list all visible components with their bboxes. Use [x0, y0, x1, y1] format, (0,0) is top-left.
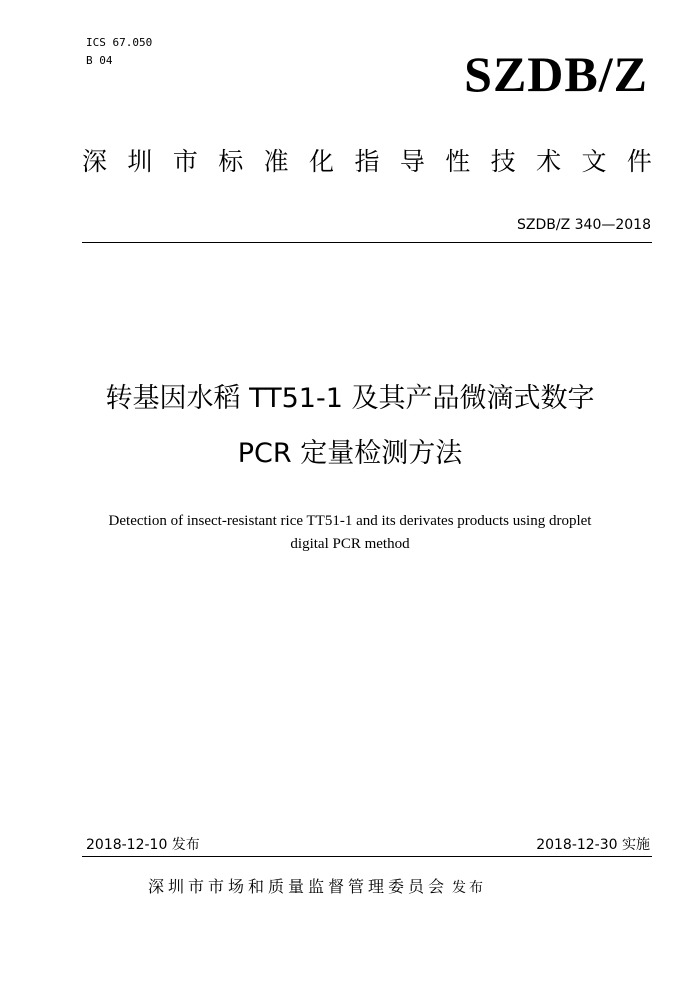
title-english-line-1: Detection of insect-resistant rice TT51-1 and its derivates products using droplet [108, 513, 592, 529]
issue-date: 2018-12-10 发布 [86, 837, 200, 853]
ccs-code: B 04 [86, 54, 113, 67]
doc-type-char: 市 [172, 147, 198, 176]
doc-type-char: 导 [399, 147, 425, 176]
standard-brand-mark: SZDB/Z [464, 46, 648, 102]
doc-type-char: 化 [309, 147, 335, 176]
document-number: SZDB/Z 340—2018 [517, 217, 651, 233]
doc-type-char: 件 [626, 147, 652, 176]
doc-type-char: 圳 [127, 147, 153, 176]
doc-type-char: 标 [218, 147, 244, 176]
bottom-divider [82, 856, 652, 857]
doc-type-char: 指 [354, 147, 380, 176]
top-divider [82, 242, 652, 243]
document-type-heading [82, 145, 652, 179]
doc-type-char: 技 [490, 147, 516, 176]
implementation-date: 2018-12-30 实施 [536, 837, 650, 853]
issued-label: 发布 [452, 880, 487, 896]
doc-type-char: 文 [581, 147, 607, 176]
doc-type-char: 准 [263, 147, 289, 176]
doc-type-char: 深 [82, 147, 108, 176]
issuing-authority: 深圳市市场和质量监督管理委员会 [148, 877, 449, 896]
issuer-line [148, 876, 486, 899]
title-chinese-line-2: PCR 定量检测方法 [237, 438, 463, 469]
title-english-line-2: digital PCR method [290, 536, 410, 552]
doc-type-char: 术 [536, 147, 562, 176]
ics-code: ICS 67.050 [86, 36, 153, 49]
doc-type-char: 性 [445, 147, 471, 176]
title-chinese-line-1: 转基因水稻 TT51-1 及其产品微滴式数字 [105, 383, 595, 414]
